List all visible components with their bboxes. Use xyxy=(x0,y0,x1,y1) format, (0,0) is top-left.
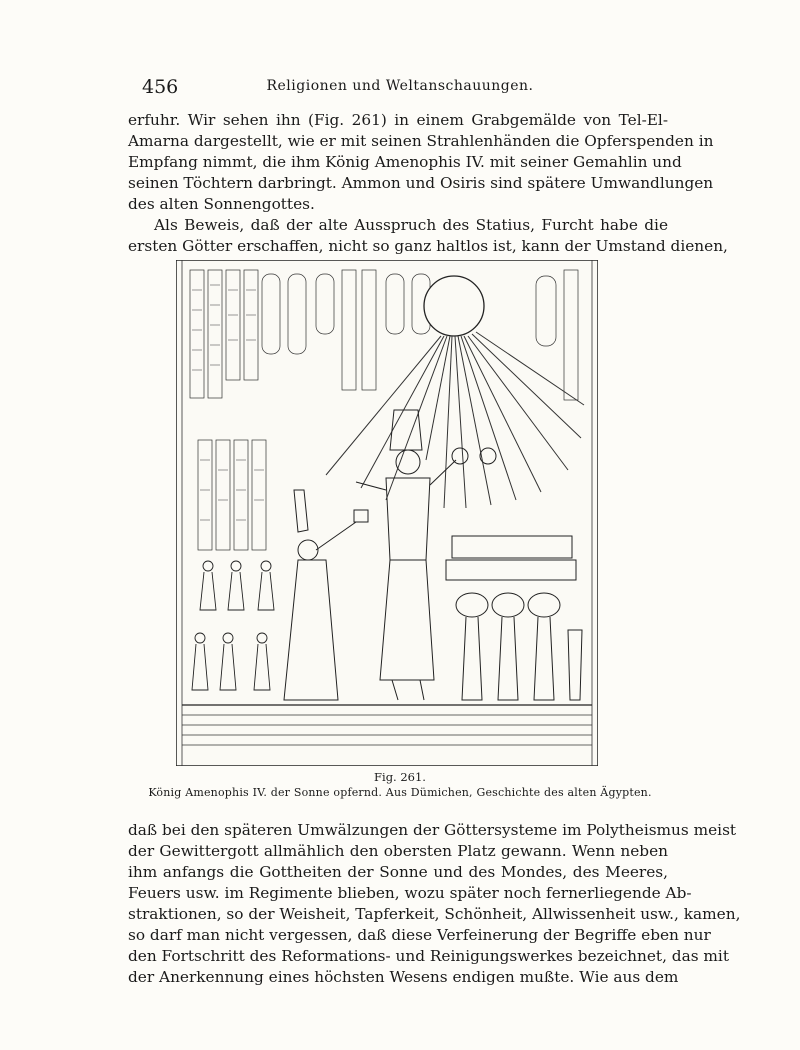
paragraph-1 xyxy=(128,110,714,215)
text-line: erfuhr. Wir sehen ihn (Fig. 261) in einem Grabgemälde von Tel-El- xyxy=(128,111,668,129)
text-line: der Gewittergott allmählich den obersten Platz gewann. Wenn neben xyxy=(128,842,668,860)
text-line: straktionen, so der Weisheit, Tapferkeit, Schönheit, Allwissenheit usw., kamen, xyxy=(128,905,741,923)
figure-caption: König Amenophis IV. der Sonne opfernd. Aus Dümichen, Geschichte des alten Ägypten. xyxy=(148,786,652,799)
paragraph-3 xyxy=(128,820,741,988)
text-line: des alten Sonnengottes. xyxy=(128,195,315,213)
text-line: Feuers usw. im Regimente blieben, wozu später noch fernerliegende Ab- xyxy=(128,884,692,902)
text-line: so darf man nicht vergessen, daß diese Verfeinerung der Begriffe eben nur xyxy=(128,926,711,944)
text-line: seinen Töchtern darbringt. Ammon und Osiris sind spätere Umwandlungen xyxy=(128,174,714,192)
text-line: ihm anfangs die Gottheiten der Sonne und des Mondes, des Meeres, xyxy=(128,863,668,881)
text-line: Als Beweis, daß der alte Ausspruch des Statius, Furcht habe die xyxy=(154,216,668,234)
paragraph-2 xyxy=(128,215,728,257)
page-number: 456 xyxy=(142,76,179,98)
figure-number: Fig. 261. xyxy=(374,770,426,784)
text-line: Empfang nimmt, die ihm König Amenophis IV. mit seiner Gemahlin und xyxy=(128,153,682,171)
page-header xyxy=(0,76,800,100)
figure-engraving xyxy=(176,260,598,766)
text-line: der Anerkennung eines höchsten Wesens endigen mußte. Wie aus dem xyxy=(128,968,679,986)
relief-illustration xyxy=(176,260,598,766)
text-line: ersten Götter erschaffen, nicht so ganz haltlos ist, kann der Umstand dienen, xyxy=(128,237,728,255)
text-line: daß bei den späteren Umwälzungen der Göttersysteme im Polytheismus meist xyxy=(128,821,737,839)
text-line: Amarna dargestellt, wie er mit seinen Strahlenhänden die Opferspenden in xyxy=(128,132,714,150)
running-title: Religionen und Weltanschauungen. xyxy=(266,78,534,94)
text-line: den Fortschritt des Reformations- und Reinigungswerkes bezeichnet, das mit xyxy=(128,947,729,965)
